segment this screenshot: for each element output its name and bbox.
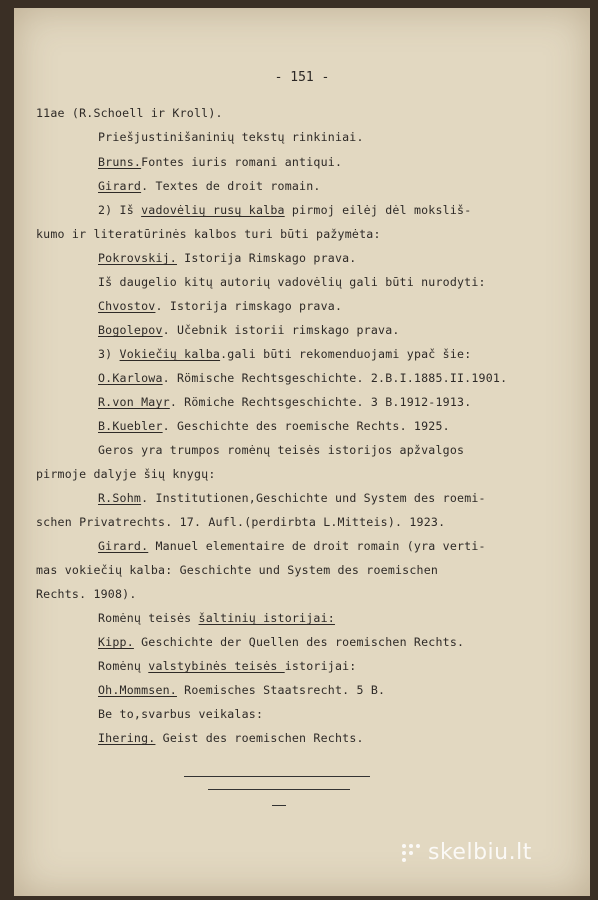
reference-line: Pokrovskij. Istorija Rimskago prava.: [98, 251, 357, 265]
text-line: Priešjustinišaninių tekstų rinkiniai.: [98, 130, 364, 144]
author-name: Bruns.: [98, 155, 142, 169]
section-heading: šaltinių istorijai:: [198, 611, 335, 625]
text-line: mas vokiečių kalba: Geschichte und System des roemischen: [36, 563, 439, 577]
text-line: 11ae (R.Schoell ir Kroll).: [36, 106, 223, 120]
text-line: Romėnų teisės šaltinių istorijai:: [98, 611, 335, 625]
page-number: - 151 -: [274, 70, 330, 85]
text-line: Be to,svarbus veikalas:: [98, 707, 264, 721]
text-line: schen Privatrechts. 17. Aufl.(perdirbta L.Mitteis). 1923.: [36, 515, 446, 529]
text-line: Iš daugelio kitų autorių vadovėlių gali būti nurodyti:: [98, 275, 486, 289]
author-name: O.Karlowa: [98, 371, 163, 385]
author-name: Bogolepov: [98, 323, 163, 337]
author-name: B.Kuebler: [98, 419, 163, 433]
text-line: Romėnų valstybinės teisės istorijai:: [98, 659, 357, 673]
divider-rule: [184, 776, 370, 777]
text-line: kumo ir literatūrinės kalbos turi būti pažymėta:: [36, 227, 381, 241]
section-heading: Vokiečių kalba: [119, 347, 221, 361]
divider-rule: [208, 789, 350, 790]
author-name: Girard.: [98, 539, 149, 553]
reference-line: Ihering. Geist des roemischen Rechts.: [98, 731, 364, 745]
reference-line: R.von Mayr. Römiche Rechtsgeschichte. 3 B.1912-1913.: [98, 395, 472, 409]
divider-rule: [272, 805, 286, 806]
author-name: Kipp.: [98, 635, 134, 649]
text-line: Geros yra trumpos romėnų teisės istorijos apžvalgos: [98, 443, 465, 457]
section-heading: vadovėlių rusų kalba: [141, 203, 285, 217]
reference-line: Girard. Textes de droit romain.: [98, 179, 321, 193]
reference-line: O.Karlowa. Römische Rechtsgeschichte. 2.B.I.1885.II.1901.: [98, 371, 508, 385]
reference-line: Oh.Mommsen. Roemisches Staatsrecht. 5 B.: [98, 683, 386, 697]
watermark-text: skelbiu.lt: [428, 840, 532, 865]
reference-line: Chvostov. Istorija rimskago prava.: [98, 299, 343, 313]
text-line: Rechts. 1908).: [36, 587, 137, 601]
reference-line: Kipp. Geschichte der Quellen des roemischen Rechts.: [98, 635, 465, 649]
author-name: R.Sohm: [98, 491, 142, 505]
author-name: Oh.Mommsen.: [98, 683, 177, 697]
reference-line: R.Sohm. Institutionen,Geschichte und System des roemi-: [98, 491, 486, 505]
text-line: pirmoje dalyje šių knygų:: [36, 467, 216, 481]
section-heading: valstybinės teisės: [148, 659, 285, 673]
text-line: 3) Vokiečių kalba.gali būti rekomenduojami ypač šie:: [98, 347, 472, 361]
reference-line: Bogolepov. Učebnik istorii rimskago prava.: [98, 323, 400, 337]
watermark-logo-icon: [400, 842, 422, 864]
reference-line: B.Kuebler. Geschichte des roemische Rechts. 1925.: [98, 419, 450, 433]
reference-line: Bruns.Fontes iuris romani antiqui.: [98, 155, 343, 169]
document-page: [14, 8, 590, 896]
text-line: 2) Iš vadovėlių rusų kalba pirmoj eilėj dėl moksliš-: [98, 203, 472, 217]
author-name: Ihering.: [98, 731, 156, 745]
author-name: Pokrovskij.: [98, 251, 177, 265]
author-name: Girard: [98, 179, 142, 193]
author-name: Chvostov: [98, 299, 156, 313]
reference-line: Girard. Manuel elementaire de droit romain (yra verti-: [98, 539, 486, 553]
author-name: R.von Mayr: [98, 395, 170, 409]
